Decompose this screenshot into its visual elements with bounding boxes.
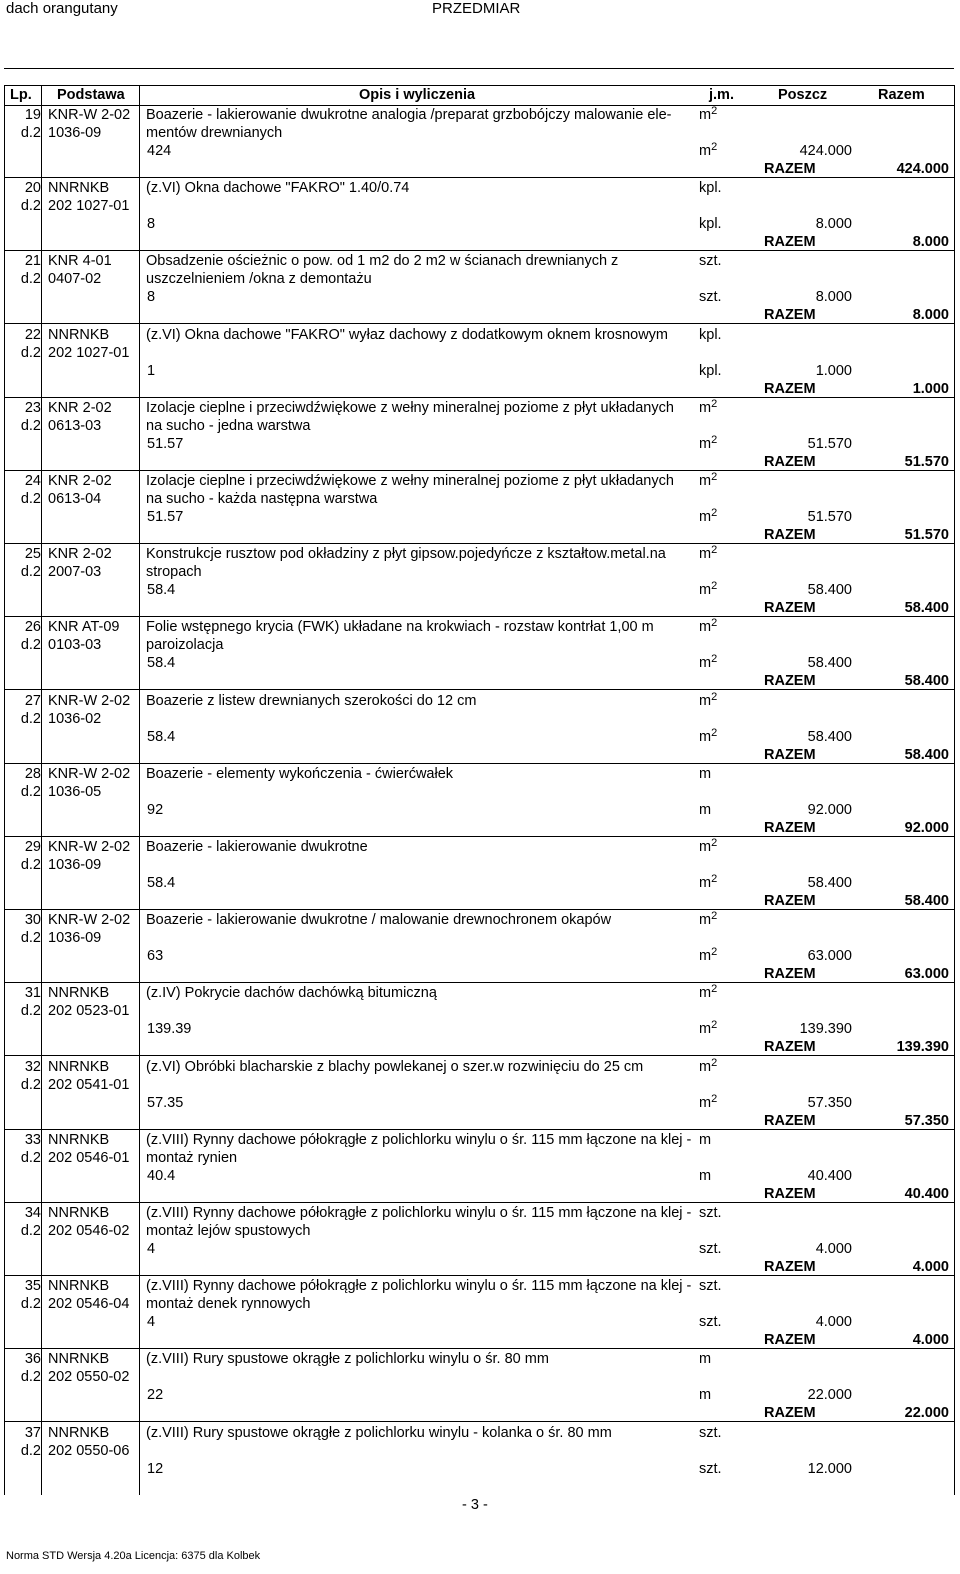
qunit-text: m (699, 582, 712, 599)
qunit-text: szt. (699, 1241, 722, 1257)
razem-label: RAZEM (764, 527, 816, 543)
item-number: 37 (24, 1424, 41, 1441)
table-row (4, 177, 954, 251)
table-row (4, 1422, 954, 1495)
quantity-expression: 57.35 (147, 1094, 184, 1111)
item-description: (z.VIII) Rury spustowe okrągłe z polichlorku winylu o śr. 80 mm (146, 1351, 549, 1368)
quantity-value: 58.400 (807, 582, 852, 599)
item-description: Konstrukcje rusztow pod okładziny z płyt gipsow.pojedyńcze z kształtow.metal.na stropach (146, 546, 666, 581)
item-number: 28 (24, 765, 41, 782)
quantity-value: 139.390 (799, 1021, 852, 1038)
qunit-exponent: 2 (711, 141, 718, 153)
table-row (4, 690, 954, 764)
quantity-expression: 58.4 (147, 875, 176, 891)
basis-code: NNRNKB (48, 1058, 110, 1075)
razem-label: RAZEM (764, 1332, 816, 1349)
table-row (4, 982, 954, 1056)
col-jm: j.m. (709, 87, 734, 103)
quantity-expression: 51.57 (147, 509, 184, 525)
qunit-exponent: 2 (711, 580, 718, 593)
footer-license: Norma STD Wersja 4.20a Licencja: 6375 dla Kolbek (6, 1550, 261, 1562)
qunit-text: m (699, 875, 712, 891)
razem-label: RAZEM (764, 161, 816, 177)
quantity-value: 22.000 (807, 1387, 852, 1404)
basis-catalog: 0613-03 (48, 417, 102, 434)
item-description: (z.VI) Okna dachowe "FAKRO" wyłaz dachowy z dodatkowym oknem krosnowym (146, 326, 669, 343)
quantity-value: 92.000 (807, 801, 852, 818)
razem-label: RAZEM (764, 380, 816, 397)
basis-catalog: 202 0546-04 (48, 1296, 130, 1313)
unit-exponent: 2 (711, 1056, 718, 1069)
quantity-expression: 4 (147, 1241, 156, 1257)
quantity-expression: 12 (147, 1460, 164, 1477)
basis-code: KNR-W 2-02 (48, 912, 131, 929)
unit-exponent: 2 (711, 690, 718, 703)
table-row (4, 1202, 954, 1276)
quantity-expression: 22 (147, 1387, 164, 1404)
unit-label (699, 106, 717, 124)
qunit-text: m (699, 1094, 712, 1111)
item-d2: d.2 (20, 1223, 41, 1239)
quantity-unit (699, 362, 722, 380)
basis-catalog: 1036-05 (48, 783, 102, 800)
quantity-expression: 4 (147, 1314, 156, 1331)
unit-text: m (699, 107, 712, 123)
table-row (4, 324, 954, 398)
table-row (4, 616, 954, 690)
quantity-expression: 58.4 (147, 655, 176, 672)
item-number: 24 (24, 473, 41, 489)
item-number: 32 (24, 1058, 41, 1075)
table-row (4, 909, 954, 983)
razem-value: 51.570 (904, 453, 949, 470)
basis-code: KNR-W 2-02 (48, 839, 131, 855)
item-description: Obsadzenie ościeżnic o pow. od 1 m2 do 2 m2 w ścianach drewnianych z uszczelnieniem /okna z demontażu (146, 253, 619, 288)
item-description: (z.VIII) Rynny dachowe półokrągłe z polichlorku winylu o śr. 115 mm łączone na klej - montaż rynien (146, 1131, 692, 1166)
basis-catalog: 1036-09 (48, 125, 102, 141)
razem-value: 8.000 (912, 234, 949, 251)
unit-label (699, 1204, 722, 1222)
razem-value: 424.000 (896, 161, 949, 177)
item-number: 20 (24, 180, 41, 197)
table-row (4, 543, 954, 617)
qunit-text: szt. (699, 1460, 722, 1477)
item-description: Folie wstępnego krycia (FWK) układane na krokwiach - rozstaw kontrłat 1,00 m paroizolacja (146, 619, 654, 654)
qunit-exponent: 2 (711, 1092, 718, 1105)
basis-code: KNR 2-02 (48, 546, 112, 563)
page-number: - 3 - (462, 1497, 488, 1513)
item-number: 22 (24, 326, 41, 343)
quantity-expression: 58.4 (147, 582, 176, 599)
qunit-text: szt. (699, 1314, 722, 1331)
quantity-expression: 424 (147, 143, 172, 159)
quantity-expression: 8 (147, 216, 156, 233)
razem-value: 58.400 (904, 893, 949, 909)
razem-label: RAZEM (764, 1185, 816, 1202)
qunit-text: m (699, 655, 712, 672)
unit-text: m (699, 1131, 712, 1148)
basis-catalog: 202 0546-01 (48, 1149, 130, 1166)
razem-value: 1.000 (912, 380, 949, 397)
quantity-unit (699, 1460, 722, 1478)
quantity-unit (699, 288, 722, 306)
item-number: 30 (24, 912, 41, 929)
table-row (4, 1275, 954, 1349)
unit-text: m (699, 546, 712, 563)
quantity-value: 51.570 (807, 435, 852, 452)
item-description: Boazerie - lakierowanie dwukrotne analogia /preparat grzbobójczy malowanie ele-mentów drewnianych (146, 107, 672, 141)
quantity-unit (699, 947, 717, 965)
basis-code: KNR 4-01 (48, 253, 112, 270)
qunit-text: m (699, 801, 712, 818)
unit-text: kpl. (699, 326, 722, 343)
table-row (4, 1056, 954, 1130)
basis-catalog: 0103-03 (48, 637, 102, 654)
quantity-unit (699, 1020, 717, 1038)
quantity-unit (699, 435, 717, 453)
razem-value: 58.400 (904, 746, 949, 763)
razem-value: 63.000 (904, 966, 949, 983)
quantity-value: 8.000 (815, 289, 852, 306)
basis-catalog: 0407-02 (48, 271, 102, 288)
basis-catalog: 202 0550-06 (48, 1442, 130, 1459)
quantity-unit (699, 654, 717, 672)
quantity-unit (699, 1386, 711, 1404)
quantity-unit (699, 215, 722, 233)
unit-exponent: 2 (711, 910, 718, 923)
razem-label: RAZEM (764, 966, 816, 983)
table-row (4, 1129, 954, 1203)
unit-text: m (699, 912, 712, 929)
item-d2: d.2 (20, 1369, 41, 1386)
item-description: Boazerie z listew drewnianych szerokości do 12 cm (146, 692, 477, 709)
qunit-exponent: 2 (711, 507, 718, 519)
unit-label (699, 179, 722, 197)
quantity-value: 57.350 (807, 1094, 852, 1111)
quantity-value: 424.000 (799, 143, 852, 159)
item-number: 35 (24, 1278, 41, 1295)
item-number: 34 (24, 1205, 41, 1221)
unit-label (699, 1058, 717, 1076)
basis-catalog: 202 0550-02 (48, 1369, 130, 1386)
quantity-value: 51.570 (807, 509, 852, 525)
unit-text: m (699, 839, 712, 855)
razem-value: 4.000 (912, 1332, 949, 1349)
item-d2: d.2 (20, 344, 41, 361)
item-number: 19 (24, 107, 41, 123)
qunit-text: m (699, 1167, 712, 1184)
quantity-expression: 40.4 (147, 1167, 176, 1184)
qunit-exponent: 2 (711, 653, 718, 666)
razem-value: 139.390 (896, 1039, 949, 1056)
item-d2: d.2 (20, 1296, 41, 1313)
razem-label: RAZEM (764, 600, 816, 617)
razem-value: 58.400 (904, 673, 949, 690)
col-razem: Razem (878, 87, 925, 103)
unit-text: m (699, 692, 712, 709)
item-description: Boazerie - lakierowanie dwukrotne / malowanie drewnochronem okapów (146, 912, 612, 929)
basis-code: NNRNKB (48, 1351, 110, 1368)
quantity-value: 58.400 (807, 655, 852, 672)
item-description: (z.VIII) Rynny dachowe półokrągłe z polichlorku winylu o śr. 115 mm łączone na klej - montaż denek rynnowych (146, 1278, 692, 1313)
razem-label: RAZEM (764, 1112, 816, 1129)
unit-text: m (699, 985, 712, 1002)
quantity-value: 12.000 (807, 1460, 852, 1477)
item-d2: d.2 (20, 1149, 41, 1166)
razem-label: RAZEM (764, 307, 816, 324)
quantity-expression: 92 (147, 801, 164, 818)
quantity-unit (699, 1240, 722, 1258)
top-rule (4, 68, 954, 69)
qunit-text: m (699, 1021, 712, 1038)
item-d2: d.2 (20, 271, 41, 288)
unit-exponent: 2 (711, 544, 718, 557)
razem-label: RAZEM (764, 1259, 816, 1275)
razem-value: 4.000 (912, 1259, 949, 1275)
razem-value: 8.000 (912, 307, 949, 324)
unit-label (699, 838, 717, 856)
qunit-text: m (699, 728, 712, 745)
item-d2: d.2 (20, 857, 41, 873)
razem-label: RAZEM (764, 453, 816, 470)
item-description: (z.IV) Pokrycie dachów dachówką bitumiczną (146, 985, 437, 1002)
unit-text: m (699, 619, 712, 636)
table-row (4, 836, 954, 910)
unit-label (699, 765, 711, 783)
quantity-unit (699, 801, 711, 819)
basis-code: KNR 2-02 (48, 473, 112, 489)
unit-exponent: 2 (711, 397, 718, 410)
header-title-center: PRZEDMIAR (432, 0, 521, 17)
unit-label (699, 399, 717, 417)
item-number: 36 (24, 1351, 41, 1368)
quantity-expression: 58.4 (147, 728, 176, 745)
col-lp: Lp. (10, 87, 32, 103)
razem-label: RAZEM (764, 819, 816, 836)
qunit-text: m (699, 948, 712, 965)
basis-catalog: 2007-03 (48, 564, 102, 581)
item-d2: d.2 (20, 710, 41, 727)
basis-catalog: 202 1027-01 (48, 198, 130, 215)
unit-exponent: 2 (711, 471, 718, 483)
col-podstawa: Podstawa (57, 87, 125, 103)
unit-exponent: 2 (711, 105, 718, 117)
unit-label (699, 545, 717, 563)
qunit-exponent: 2 (711, 433, 718, 446)
razem-label: RAZEM (764, 893, 816, 909)
basis-code: NNRNKB (48, 1205, 110, 1221)
table-row (4, 763, 954, 837)
basis-code: KNR 2-02 (48, 399, 112, 416)
unit-text: m (699, 399, 712, 416)
razem-label: RAZEM (764, 1039, 816, 1056)
column-rule (954, 85, 955, 1495)
quantity-value: 4.000 (815, 1314, 852, 1331)
qunit-exponent: 2 (711, 1019, 718, 1032)
item-d2: d.2 (20, 198, 41, 215)
quantity-expression: 8 (147, 289, 156, 306)
razem-value: 40.400 (904, 1185, 949, 1202)
item-description: Izolacje cieplne i przeciwdźwiękowe z wełny mineralnej poziome z płyt układanych na sucho - każda następna warstwa (146, 473, 674, 507)
item-description: (z.VIII) Rynny dachowe półokrągłe z polichlorku winylu o śr. 115 mm łączone na klej - montaż lejów spustowych (146, 1205, 692, 1239)
item-d2: d.2 (20, 637, 41, 654)
quantity-unit (699, 874, 717, 892)
table-row (4, 470, 954, 544)
qunit-text: m (699, 143, 712, 159)
item-d2: d.2 (20, 1003, 41, 1020)
table-row (4, 250, 954, 324)
item-description: Boazerie - lakierowanie dwukrotne (146, 839, 368, 855)
basis-code: KNR-W 2-02 (48, 107, 131, 123)
quantity-expression: 1 (147, 362, 156, 379)
basis-catalog: 1036-09 (48, 930, 102, 947)
item-d2: d.2 (20, 125, 41, 141)
col-poszcz: Poszcz (778, 87, 828, 103)
razem-label: RAZEM (764, 746, 816, 763)
qunit-exponent: 2 (711, 946, 718, 959)
unit-label (699, 1131, 711, 1149)
quantity-unit (699, 581, 717, 599)
quantity-value: 40.400 (807, 1167, 852, 1184)
basis-catalog: 1036-02 (48, 710, 102, 727)
quantity-unit (699, 142, 717, 160)
item-number: 21 (24, 253, 41, 270)
quantity-expression: 51.57 (147, 435, 184, 452)
basis-code: NNRNKB (48, 1131, 110, 1148)
col-opis: Opis i wyliczenia (359, 87, 476, 103)
item-number: 29 (24, 839, 41, 855)
qunit-text: m (699, 435, 712, 452)
quantity-value: 4.000 (815, 1241, 852, 1257)
item-d2: d.2 (20, 564, 41, 581)
quantity-unit (699, 1313, 722, 1331)
razem-value: 58.400 (904, 600, 949, 617)
item-number: 33 (24, 1131, 41, 1148)
item-description: (z.VI) Okna dachowe "FAKRO" 1.40/0.74 (146, 180, 410, 197)
unit-label (699, 692, 717, 710)
unit-label (699, 326, 722, 344)
unit-text: kpl. (699, 180, 722, 197)
unit-text: szt. (699, 1424, 722, 1441)
item-number: 27 (24, 692, 41, 709)
razem-label: RAZEM (764, 234, 816, 251)
item-description: (z.VIII) Rury spustowe okrągłe z polichlorku winylu - kolanka o śr. 80 mm (146, 1424, 612, 1441)
unit-text: szt. (699, 1205, 722, 1221)
quantity-value: 8.000 (815, 216, 852, 233)
basis-code: NNRNKB (48, 326, 110, 343)
basis-catalog: 202 0523-01 (48, 1003, 130, 1020)
header-title-left: dach orangutany (6, 0, 118, 17)
unit-label (699, 1277, 722, 1295)
qunit-text: szt. (699, 289, 722, 306)
table-row (4, 397, 954, 471)
unit-text: m (699, 1058, 712, 1075)
item-number: 23 (24, 399, 41, 416)
unit-exponent: 2 (711, 617, 718, 630)
qunit-text: m (699, 1387, 712, 1404)
quantity-value: 58.400 (807, 728, 852, 745)
qunit-exponent: 2 (711, 726, 718, 739)
item-number: 25 (24, 546, 41, 563)
item-description: (z.VI) Obróbki blacharskie z blachy powlekanej o szer.w rozwinięciu do 25 cm (146, 1058, 644, 1075)
unit-text: m (699, 765, 712, 782)
unit-label (699, 1424, 722, 1442)
item-description: Izolacje cieplne i przeciwdźwiękowe z wełny mineralnej poziome z płyt układanych na sucho - jedna warstwa (146, 399, 674, 434)
quantity-unit (699, 1094, 717, 1112)
basis-catalog: 202 0541-01 (48, 1076, 130, 1093)
table-row (4, 1348, 954, 1422)
item-description: Boazerie - elementy wykończenia - ćwierćwałek (146, 765, 454, 782)
unit-label (699, 984, 717, 1002)
basis-catalog: 1036-09 (48, 857, 102, 873)
item-d2: d.2 (20, 417, 41, 434)
item-d2: d.2 (20, 1442, 41, 1459)
item-d2: d.2 (20, 491, 41, 507)
basis-code: KNR-W 2-02 (48, 692, 131, 709)
basis-code: NNRNKB (48, 1278, 110, 1295)
basis-code: NNRNKB (48, 1424, 110, 1441)
item-number: 31 (24, 985, 41, 1002)
unit-label (699, 252, 722, 270)
item-d2: d.2 (20, 1076, 41, 1093)
quantity-expression: 139.39 (147, 1021, 192, 1038)
basis-code: NNRNKB (48, 985, 110, 1002)
quantity-unit (699, 728, 717, 746)
quantity-value: 58.400 (807, 875, 852, 891)
qunit-exponent: 2 (711, 873, 718, 885)
unit-exponent: 2 (711, 837, 718, 849)
quantity-expression: 63 (147, 948, 164, 965)
unit-label (699, 472, 717, 490)
column-header-row (4, 85, 954, 106)
quantity-unit (699, 1167, 711, 1185)
basis-catalog: 0613-04 (48, 491, 102, 507)
item-d2: d.2 (20, 930, 41, 947)
razem-label: RAZEM (764, 1405, 816, 1422)
unit-label (699, 911, 717, 929)
unit-text: szt. (699, 1278, 722, 1295)
razem-label: RAZEM (764, 673, 816, 690)
unit-label (699, 1350, 711, 1368)
unit-text: m (699, 1351, 712, 1368)
basis-code: KNR AT-09 (48, 619, 120, 636)
qunit-text: m (699, 509, 712, 525)
unit-exponent: 2 (711, 983, 718, 996)
quantity-value: 1.000 (815, 362, 852, 379)
quantity-unit (699, 508, 717, 526)
item-d2: d.2 (20, 783, 41, 800)
basis-code: KNR-W 2-02 (48, 765, 131, 782)
razem-value: 51.570 (904, 527, 949, 543)
basis-catalog: 202 1027-01 (48, 344, 130, 361)
qunit-text: kpl. (699, 216, 722, 233)
razem-value: 22.000 (904, 1405, 949, 1422)
unit-text: szt. (699, 253, 722, 270)
item-number: 26 (24, 619, 41, 636)
razem-value: 92.000 (904, 819, 949, 836)
basis-catalog: 202 0546-02 (48, 1223, 130, 1239)
qunit-text: kpl. (699, 362, 722, 379)
quantity-value: 63.000 (807, 948, 852, 965)
unit-label (699, 618, 717, 636)
basis-code: NNRNKB (48, 180, 110, 197)
razem-value: 57.350 (904, 1112, 949, 1129)
unit-text: m (699, 473, 712, 489)
table-row (4, 104, 954, 178)
